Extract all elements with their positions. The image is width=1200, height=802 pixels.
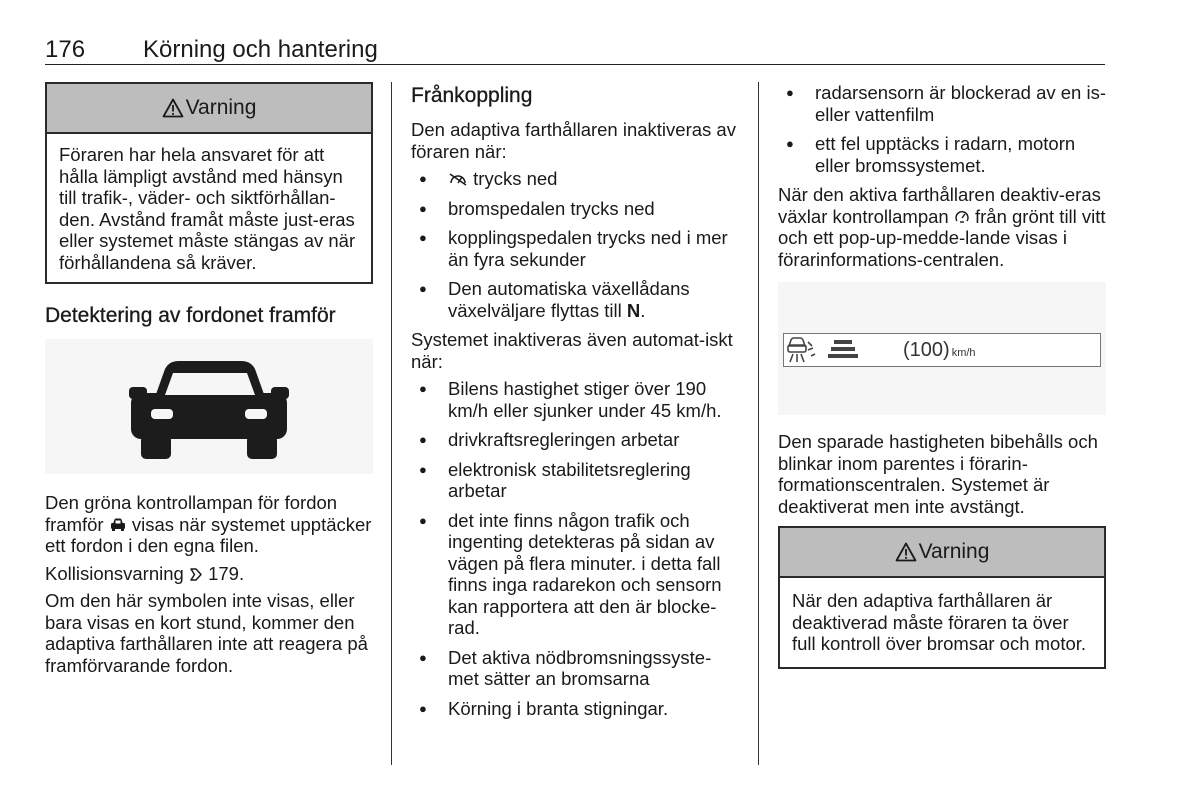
column-3: [778, 82, 1106, 689]
warning-box: [778, 526, 1106, 669]
column-2: [411, 84, 741, 727]
text-run: från grönt till vitt och ett pop-up-medde-lande visas i förarinformations-centralen.: [778, 205, 1106, 270]
paragraph: [45, 492, 373, 557]
list-item: ● det inte finns någon trafik och ingenting detekteras på sidan av vägen på flera minuter. i detta fall finns inga radarekon och sensorn kan rapportera att den är blocke-rad.: [411, 510, 741, 639]
distance-setting-icon: [828, 338, 858, 362]
paragraph: Om den här symbolen inte visas, eller bara visas en kort stund, kommer den adaptiva farthållaren inte att reagera på framförvarande fordon.: [45, 590, 368, 676]
page-header: [45, 34, 1105, 65]
warning-header: [47, 84, 371, 134]
cruise-control-indicator-icon: [954, 209, 970, 225]
text-run: Kollisionsvarning: [45, 562, 184, 584]
warning-box: [45, 82, 373, 284]
paragraph: [778, 184, 1106, 270]
warning-title: Varning: [185, 96, 257, 119]
adaptive-cruise-icon: [786, 336, 822, 364]
column-1: [45, 82, 373, 682]
section-heading: Detektering av fordonet framför: [45, 304, 336, 327]
text-run: Den gröna kontrollampan för fordon framför: [45, 492, 338, 535]
warning-header: [780, 528, 1104, 578]
text-run: visas när systemet upptäcker ett fordon i den egna filen.: [45, 513, 372, 556]
bullet-list: [411, 168, 741, 321]
vehicle-ahead-small-icon: [109, 517, 127, 533]
paragraph: [45, 563, 373, 585]
list-item: ● kopplingspedalen trycks ned i mer än fyra sekunder: [411, 227, 741, 270]
text-run: När den aktiva farthållaren deaktiv-eras växlar kontrollampan: [778, 184, 1101, 227]
list-item: [411, 168, 741, 190]
list-item: ● Körning i branta stigningar.: [411, 698, 741, 720]
stored-speed-value: (100): [903, 339, 950, 361]
list-item: ● ett fel upptäcks i radarn, motorn eller bromssystemet.: [778, 133, 1106, 176]
list-item-text: Den automatiska växellådans växelväljare flyttas till: [448, 278, 690, 321]
page-number: 176: [45, 36, 86, 63]
vehicle-ahead-icon: [45, 339, 373, 474]
driver-info-display: [783, 333, 1101, 367]
column-divider: [758, 82, 759, 765]
section-title: Körning och hantering: [143, 36, 378, 63]
cruise-control-cancel-icon: [448, 171, 468, 187]
warning-triangle-icon: [162, 98, 184, 118]
bullet-list: [411, 378, 741, 719]
vehicle-ahead-illustration: [45, 339, 373, 474]
paragraph: Den sparade hastigheten bibehålls och blinkar inom parentes i förarin-formationscentralen. Systemet är deaktiverat men inte avstängt.: [778, 431, 1098, 517]
list-item: ● radarsensorn är blockerad av en is- eller vattenfilm: [778, 82, 1106, 125]
paragraph: Systemet inaktiveras även automat-iskt när:: [411, 329, 733, 372]
speed-unit: km/h: [951, 347, 976, 359]
list-item: ● elektronisk stabilitetsreglering arbetar: [411, 459, 741, 502]
warning-text: När den adaptiva farthållaren är deaktiverad måste föraren ta över full kontroll över bromsar och motor.: [792, 590, 1087, 654]
section-heading: Frånkoppling: [411, 84, 533, 107]
warning-triangle-icon: [895, 542, 917, 562]
warning-text: Föraren har hela ansvaret för att hålla lämpligt avstånd med hänsyn till trafik-, väder- och siktförhållan-den. Avstånd framåt måste just-eras eller systemet måste stängas av när förhållandena så kräver.: [59, 144, 356, 273]
column-divider: [391, 82, 392, 765]
list-item: ● Det aktiva nödbromsningssyste-met sätter an bromsarna: [411, 647, 741, 690]
list-item: [411, 278, 741, 321]
driver-info-display-illustration: [778, 282, 1106, 415]
list-item: ● Bilens hastighet stiger över 190 km/h eller sjunker under 45 km/h.: [411, 378, 741, 421]
list-item: ● drivkraftsregleringen arbetar: [411, 429, 741, 451]
list-item: ● bromspedalen trycks ned: [411, 198, 741, 220]
stored-speed-readout: [903, 339, 976, 362]
text-run: .: [640, 299, 646, 321]
bullet-list: [778, 82, 1106, 176]
page-reference-arrow-icon[interactable]: [189, 567, 203, 582]
gear-label: N: [626, 299, 641, 321]
warning-title: Varning: [918, 540, 990, 563]
paragraph: Den adaptiva farthållaren inaktiveras av föraren när:: [411, 119, 736, 162]
page-reference-link[interactable]: 179.: [208, 562, 245, 584]
list-item-text: trycks ned: [473, 168, 558, 189]
